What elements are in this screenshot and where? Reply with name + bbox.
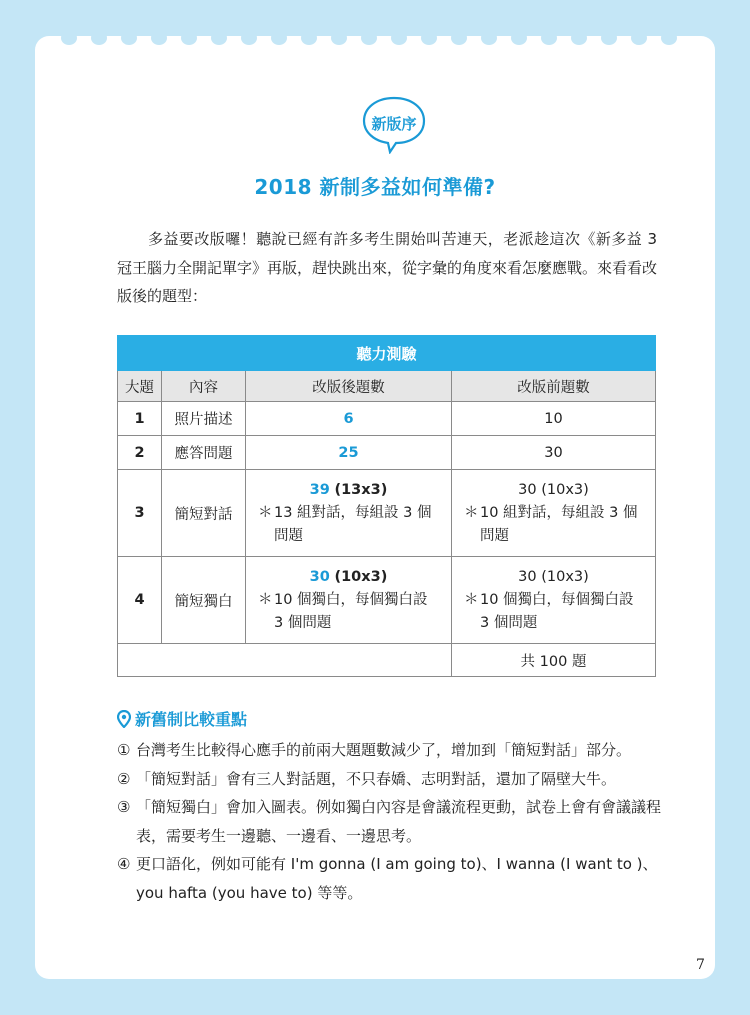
new-count-cell xyxy=(246,470,452,557)
part-number: 1 xyxy=(118,402,162,436)
new-count: 30 xyxy=(309,568,330,585)
binder-hole xyxy=(271,31,287,45)
old-count: 30 (10x3) xyxy=(518,481,589,498)
item-number: ② xyxy=(117,769,131,788)
list-item xyxy=(117,793,662,850)
binder-hole xyxy=(151,31,167,45)
binder-hole xyxy=(451,31,467,45)
total-count: 共 100 題 xyxy=(452,644,656,677)
binder-hole xyxy=(571,31,587,45)
binder-hole xyxy=(541,31,557,45)
part-content: 應答問題 xyxy=(162,436,246,470)
table-row xyxy=(118,557,656,644)
binder-hole xyxy=(391,31,407,45)
binder-hole xyxy=(241,31,257,45)
table-row xyxy=(118,470,656,557)
item-text: 「簡短獨白」會加入圖表。例如獨白內容是會議流程更動，試卷上會有會議議程表，需要考生一邊聽、一邊看、一邊思考。 xyxy=(136,798,662,845)
part-content: 簡短獨白 xyxy=(162,557,246,644)
binder-hole xyxy=(331,31,347,45)
badge-label: 新版序 xyxy=(371,115,417,133)
table-row xyxy=(118,436,656,470)
page-number: 7 xyxy=(696,957,705,973)
column-header: 內容 xyxy=(162,371,246,402)
old-note: 10 組對話，每組設 3 個問題 xyxy=(480,504,638,544)
binder-hole xyxy=(601,31,617,45)
table-title: 聽力測驗 xyxy=(118,336,656,371)
intro-text: 多益要改版囉！聽說已經有許多考生開始叫苦連天，老派趁這次《新多益 3 冠王腦力全開記單字》再版，趕快跳出來，從字彙的角度來看怎麼應戰。來看看改版後的題型： xyxy=(117,230,658,305)
new-count: 25 xyxy=(246,436,452,470)
item-text: 「簡短對話」會有三人對話題，不只春嬌、志明對話，還加了隔壁大牛。 xyxy=(136,769,617,788)
table-header-row xyxy=(118,371,656,402)
old-count: 30 xyxy=(452,436,656,470)
binder-hole xyxy=(211,31,227,45)
part-number: 3 xyxy=(118,470,162,557)
new-breakdown: (13x3) xyxy=(334,481,388,498)
new-note: 13 組對話，每組設 3 個問題 xyxy=(274,504,432,544)
old-count: 30 (10x3) xyxy=(518,568,589,585)
old-count-cell xyxy=(452,557,656,644)
asterisk: ＊ xyxy=(464,591,479,608)
binder-holes xyxy=(35,31,715,45)
badge xyxy=(360,94,428,154)
listening-test-table xyxy=(117,335,656,677)
old-note: 10 個獨白，每個獨白設 3 個問題 xyxy=(480,591,634,631)
old-count: 10 xyxy=(452,402,656,436)
binder-hole xyxy=(511,31,527,45)
page-title: 2018 新制多益如何準備? xyxy=(254,175,496,199)
intro-paragraph xyxy=(117,225,657,311)
binder-hole xyxy=(481,31,497,45)
new-breakdown: (10x3) xyxy=(334,568,388,585)
new-count: 39 xyxy=(309,481,330,498)
asterisk: ＊ xyxy=(258,591,273,608)
item-text: 台灣考生比較得心應手的前兩大題題數減少了，增加到「簡短對話」部分。 xyxy=(136,741,632,759)
asterisk: ＊ xyxy=(258,504,273,521)
binder-hole xyxy=(91,31,107,45)
total-row xyxy=(118,644,656,677)
binder-hole xyxy=(361,31,377,45)
old-count-cell xyxy=(452,470,656,557)
item-number: ③ xyxy=(117,798,131,816)
asterisk: ＊ xyxy=(464,504,479,521)
new-count-cell xyxy=(246,557,452,644)
column-header: 大題 xyxy=(118,371,162,402)
part-content: 簡短對話 xyxy=(162,470,246,557)
part-number: 4 xyxy=(118,557,162,644)
list-item xyxy=(117,736,662,765)
location-pin-icon xyxy=(117,710,131,728)
binder-hole xyxy=(661,31,677,45)
binder-hole xyxy=(421,31,437,45)
binder-hole xyxy=(181,31,197,45)
new-note: 10 個獨白，每個獨白設 3 個問題 xyxy=(274,591,428,631)
item-text: 更口語化，例如可能有 I'm gonna (I am going to)、I wanna (I want to )、you hafta (you have to) 等等。 xyxy=(136,855,658,902)
total-spacer xyxy=(118,644,452,677)
item-number: ④ xyxy=(117,855,131,873)
list-item xyxy=(117,850,662,907)
part-content: 照片描述 xyxy=(162,402,246,436)
section-title: 新舊制比較重點 xyxy=(135,710,248,729)
column-header: 改版前題數 xyxy=(452,371,656,402)
list-item xyxy=(117,765,662,794)
comparison-points xyxy=(117,736,662,907)
new-count: 6 xyxy=(246,402,452,436)
binder-hole xyxy=(301,31,317,45)
part-number: 2 xyxy=(118,436,162,470)
binder-hole xyxy=(631,31,647,45)
binder-hole xyxy=(61,31,77,45)
column-header: 改版後題數 xyxy=(246,371,452,402)
item-number: ① xyxy=(117,741,131,759)
binder-hole xyxy=(121,31,137,45)
section-heading xyxy=(117,707,247,730)
table-row xyxy=(118,402,656,436)
